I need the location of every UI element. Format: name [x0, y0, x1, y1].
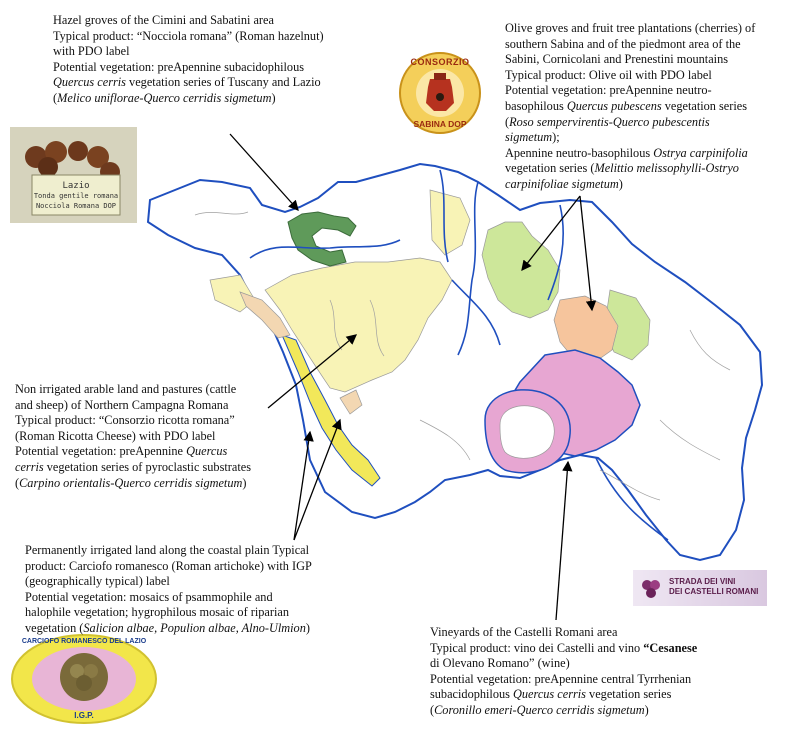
olive-line-9-italic: Ostrya carpinifolia	[653, 145, 748, 160]
hazel-note	[53, 13, 398, 107]
carciofo-igp-logo	[9, 633, 159, 725]
arable-line-6b: vegetation series of pyroclastic substrates	[43, 459, 251, 474]
carciofo-ring-text: CARCIOFO ROMANESCO DEL LAZIO	[21, 638, 147, 645]
olive-line-1: Olive groves and fruit tree plantations (cherries) of	[505, 21, 756, 35]
arable-line-1: Non irrigated arable land and pastures (cattle	[15, 382, 237, 396]
olive-note	[505, 21, 800, 193]
olive-line-11	[505, 177, 800, 193]
olive-line-9	[505, 146, 800, 162]
vineyards-line-2a: Typical product: vino dei Castelli and vino	[430, 640, 644, 655]
coastal-line-4: Potential vegetation: mosaics of psammophile and	[25, 589, 273, 604]
olive-line-6a: basophilous	[505, 98, 567, 113]
arable-line-2: and sheep) of Northern Campagna Romana	[15, 397, 229, 412]
vineyards-line-6c: )	[644, 702, 649, 717]
vineyards-line-6	[430, 703, 740, 719]
vineyards-line-3: di Olevano Romano” (wine)	[430, 656, 570, 671]
strada-line-2: DEI CASTELLI ROMANI	[669, 587, 759, 596]
olive-line-8b: );	[552, 130, 560, 145]
vineyards-line-1: Vineyards of the Castelli Romani area	[430, 625, 618, 639]
vineyards-line-6-italic: Coronillo emeri-Querco cerridis sigmetum	[434, 702, 645, 717]
coastal-line-6	[25, 621, 356, 637]
olive-line-6c: vegetation series	[661, 98, 748, 113]
arable-line-4: (Roman Ricotta Cheese) with PDO label	[15, 428, 216, 443]
arable-line-5-italic: Quercus	[186, 444, 228, 459]
hazel-line-4: Potential vegetation: preApennine subacidophilous	[53, 59, 305, 74]
hazelnut-label-line-2: Tonda gentile romana	[33, 192, 119, 200]
arable-line-5a: Potential vegetation: preApennine	[15, 444, 187, 459]
arable-line-6	[15, 460, 315, 476]
hazel-line-6-open: (	[53, 90, 58, 105]
hazel-line-6	[53, 91, 398, 107]
olive-line-7	[505, 115, 800, 131]
arable-line-7c: )	[242, 475, 247, 490]
coastal-line-6a: vegetation (	[25, 620, 84, 635]
vineyards-ring-hole	[500, 406, 554, 459]
hazel-line-2: Typical product: “Nocciola romana” (Roman hazelnut)	[53, 28, 324, 43]
olive-line-7-italic: Roso sempervirentis-Querco pubescentis	[509, 114, 710, 129]
olive-line-2: southern Sabina and of the piedmont area of the	[505, 36, 741, 51]
vineyards-line-5c: vegetation series	[585, 687, 672, 702]
olive-line-11b: )	[618, 176, 623, 191]
vineyards-line-5-italic: Quercus cerris	[513, 687, 586, 702]
olive-line-10a: vegetation series (	[505, 161, 595, 176]
vineyards-line-5	[430, 687, 740, 703]
arable-note	[15, 382, 315, 491]
coastal-line-2: product: Carciofo romanesco (Roman artichoke) with IGP	[25, 558, 312, 573]
hazelnut-label-line-3: Nocciola Romana DOP	[35, 202, 117, 210]
coastal-line-3: (geographically typical) label	[25, 574, 170, 589]
olive-line-11-italic: carpinifoliae sigmetum	[505, 176, 619, 191]
coastal-line-5: halophile vegetation; hygrophilous mosaic of riparian	[25, 605, 289, 620]
arable-line-5	[15, 444, 315, 460]
olive-line-8-italic: sigmetum	[505, 130, 553, 145]
hazel-line-3: with PDO label	[53, 44, 130, 59]
vineyards-line-2	[430, 641, 740, 657]
coastal-line-6-italic: Salicion albae, Populion albae, Alno-Ulmion	[83, 620, 306, 635]
vineyards-line-5a: subacidophilous	[430, 687, 513, 702]
hazel-line-6-close: )	[271, 90, 276, 105]
sabina-bottom-text: SABINA DOP	[413, 119, 467, 129]
olive-line-3: Sabini, Cornicolani and Prenestini mountains	[505, 52, 729, 67]
olive-line-10	[505, 161, 800, 177]
vineyards-line-4: Potential vegetation: preApennine central Tyrrhenian	[430, 671, 692, 686]
arrow-vineyards	[556, 462, 568, 620]
coastal-line-6c: )	[305, 620, 310, 635]
hazel-line-5-text: vegetation series of Tuscany and Lazio	[125, 75, 321, 90]
arable-line-7-italic: Carpino orientalis-Querco cerridis sigmetum	[19, 475, 243, 490]
coastal-note	[25, 543, 356, 637]
olive-line-6-italic: Quercus pubescens	[566, 98, 662, 113]
strada-vini-logo	[633, 570, 767, 606]
vineyards-note	[430, 625, 740, 719]
strada-line-1: STRADA DEI VINI	[669, 577, 736, 586]
olive-line-7a: (	[505, 114, 510, 129]
hazel-line-5-italic: Quercus cerris	[53, 75, 126, 90]
carciofo-bottom-text: I.G.P.	[74, 711, 94, 720]
strada-grape-icon	[637, 573, 667, 603]
arable-line-6-italic: cerris	[15, 459, 44, 474]
sabina-top-text: CONSORZIO	[410, 57, 470, 67]
hazelnut-pdo-logo	[10, 127, 137, 223]
vineyards-line-6a: (	[430, 702, 435, 717]
arable-line-7a: (	[15, 475, 20, 490]
hazel-line-6-italic: Melico uniflorae-Querco cerridis sigmetum	[57, 90, 272, 105]
olive-line-6	[505, 99, 800, 115]
olive-line-5: Potential vegetation: preApennine neutro-	[505, 83, 712, 98]
arable-line-7	[15, 476, 315, 492]
hazel-line-1: Hazel groves of the Cimini and Sabatini area	[53, 13, 274, 27]
olive-line-9a: Apennine neutro-basophilous	[505, 145, 654, 160]
coastal-line-1: Permanently irrigated land along the coastal plain Typical	[25, 543, 310, 557]
arable-line-3: Typical product: “Consorzio ricotta romana”	[15, 413, 235, 428]
olive-line-8	[505, 130, 800, 146]
olive-line-10-italic: Melittio melissophylli-Ostryo	[594, 161, 739, 176]
olive-line-4: Typical product: Olive oil with PDO label	[505, 67, 712, 82]
hazel-line-5	[53, 75, 398, 91]
vineyards-line-2-bold: “Cesanese	[643, 640, 698, 655]
sabina-dop-logo	[398, 51, 482, 135]
hazelnut-label-line-1: Lazio	[62, 181, 90, 191]
